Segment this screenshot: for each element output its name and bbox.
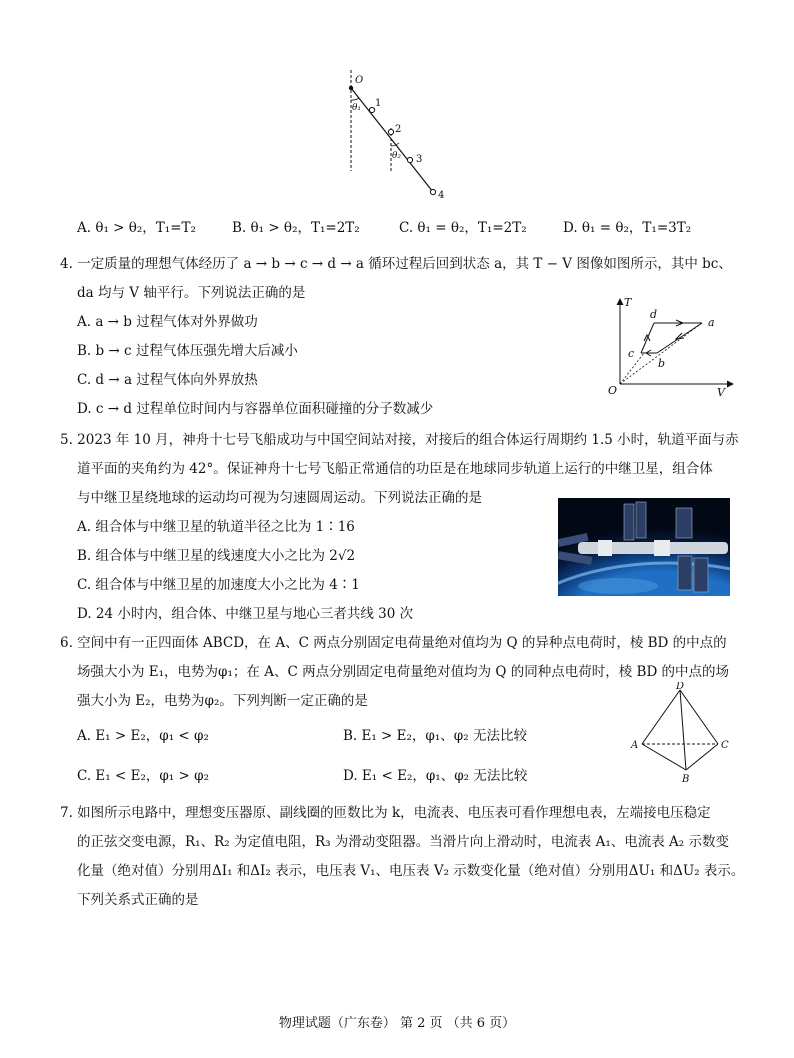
q5-stem-line-3: 与中继卫星绕地球的运动均可视为匀速圆周运动。下列说法正确的是	[77, 490, 482, 506]
q6-label-b: B	[682, 774, 690, 784]
q4-label-v: V	[717, 386, 725, 399]
q4-label-c: c	[628, 347, 635, 360]
q4-stem-line-1: 4. 一定质量的理想气体经历了 a → b → c → d → a 循环过程后回到状态 a，其 T − V 图像如图所示，其中 bc、	[60, 256, 732, 272]
q4-tv-figure	[606, 294, 740, 400]
q4-label-o: O	[608, 384, 618, 397]
q3-option-a: A. θ₁ > θ₂，T₁=T₂	[77, 220, 196, 236]
q3-label-o: O	[355, 75, 364, 86]
q4-stem-line-2: da 均与 V 轴平行。下列说法正确的是	[77, 285, 306, 301]
q6-label-d: D	[676, 682, 685, 692]
q3-label-3: 3	[416, 154, 423, 165]
q5-option-b: B. 组合体与中继卫星的线速度大小之比为 2√2	[77, 548, 356, 564]
q4-label-a: a	[708, 316, 715, 329]
space-station-photo	[558, 498, 730, 596]
q3-diagram	[330, 66, 450, 206]
q6-option-d: D. E₁ < E₂，φ₁、φ₂ 无法比较	[343, 768, 528, 784]
q4-label-t: T	[624, 296, 632, 309]
q3-figure	[330, 66, 450, 206]
q3-label-2: 2	[395, 124, 402, 135]
q4-tv-diagram	[606, 294, 740, 400]
q3-label-theta1: θ₁	[352, 103, 362, 113]
q7-stem-line-1: 7. 如图所示电路中，理想变压器原、副线圈的匝数比为 k，电流表、电压表可看作理想电表，左端接电压稳定	[60, 805, 711, 821]
q6-label-a: A	[631, 740, 639, 751]
q5-stem-line-2: 道平面的夹角约为 42°。保证神舟十七号飞船正常通信的功臣是在地球同步轨道上运行的中继卫星，组合体	[77, 461, 713, 477]
q7-stem-line-2: 的正弦交变电源，R₁、R₂ 为定值电阻，R₃ 为滑动变阻器。当滑片向上滑动时，电流表 A₁、电流表 A₂ 示数变	[77, 834, 730, 850]
q5-option-d: D. 24 小时内，组合体、中继卫星与地心三者共线 30 次	[77, 606, 414, 622]
q6-option-a: A. E₁ > E₂，φ₁ < φ₂	[77, 728, 209, 744]
q3-label-1: 1	[375, 98, 382, 109]
q5-stem-line-1: 5. 2023 年 10 月，神舟十七号飞船成功与中国空间站对接，对接后的组合体运行周期约 1.5 小时，轨道平面与赤	[60, 432, 739, 448]
q6-stem-line-2: 场强大小为 E₁，电势为φ₁；在 A、C 两点分别固定电荷量绝对值均为 Q 的同种点电荷时，棱 BD 的中点的场	[77, 664, 730, 680]
page-footer: 物理试题（广东卷） 第 2 页 （共 6 页）	[278, 1016, 516, 1031]
q5-option-c: C. 组合体与中继卫星的加速度大小之比为 4∶1	[77, 577, 360, 593]
q4-label-b: b	[658, 357, 666, 370]
q6-option-c: C. E₁ < E₂，φ₁ > φ₂	[77, 768, 209, 784]
q3-option-c: C. θ₁ = θ₂，T₁=2T₂	[399, 220, 527, 236]
q6-tetrahedron-diagram	[628, 682, 734, 784]
q7-stem-line-4: 下列关系式正确的是	[77, 892, 199, 908]
q6-stem-line-1: 6. 空间中有一正四面体 ABCD，在 A、C 两点分别固定电荷量绝对值均为 Q 的异种点电荷时，棱 BD 的中点的	[60, 635, 727, 651]
q3-option-d: D. θ₁ = θ₂，T₁=3T₂	[563, 220, 692, 236]
q4-option-a: A. a → b 过程气体对外界做功	[77, 314, 258, 330]
q3-label-4: 4	[438, 190, 445, 201]
q7-stem-line-3: 化量（绝对值）分别用ΔI₁ 和ΔI₂ 表示，电压表 V₁、电压表 V₂ 示数变化量（绝对值）分别用ΔU₁ 和ΔU₂ 表示。	[77, 863, 745, 879]
q4-option-d: D. c → d 过程单位时间内与容器单位面积碰撞的分子数减少	[77, 401, 434, 417]
q4-option-c: C. d → a 过程气体向外界放热	[77, 372, 258, 388]
q6-tetrahedron-figure	[628, 682, 734, 784]
q4-label-d: d	[650, 308, 658, 321]
q3-option-b: B. θ₁ > θ₂，T₁=2T₂	[232, 220, 360, 236]
q6-option-b: B. E₁ > E₂，φ₁、φ₂ 无法比较	[343, 728, 527, 744]
q4-option-b: B. b → c 过程气体压强先增大后减小	[77, 343, 298, 359]
q5-option-a: A. 组合体与中继卫星的轨道半径之比为 1∶16	[77, 519, 355, 535]
q6-label-c: C	[721, 740, 729, 751]
q6-stem-line-3: 强大小为 E₂，电势为φ₂。下列判断一定正确的是	[77, 693, 368, 709]
q3-label-theta2: θ₂	[392, 151, 402, 161]
